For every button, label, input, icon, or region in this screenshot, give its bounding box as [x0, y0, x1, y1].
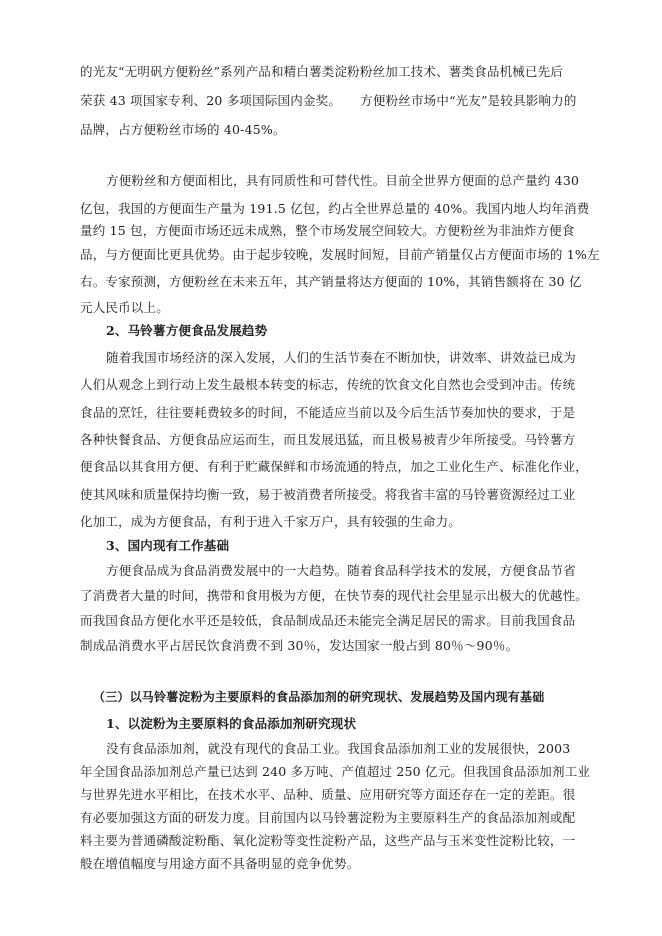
- text-line: 的光友“无明矾方便粉丝”系列产品和精白薯类淀粉粉丝加工技术、薯类食品机械已先后: [80, 64, 564, 79]
- text-line: 料主要为普通磷酸淀粉酯、氧化淀粉等变性淀粉产品，这些产品与玉米变性淀粉比较，一: [80, 833, 576, 848]
- text-line: 荣获 43 项国家专利、20 多项国际国内金奖。 方便粉丝市场中“光友”是较具影响力的: [80, 93, 577, 108]
- text-line: 制成品消费水平占居民饮食消费不到 30％，发达国家一般占到 80％～90％。: [80, 638, 519, 653]
- chapter-heading: （三）以马铃薯淀粉为主要原料的食品添加剂的研究现状、发展趋势及国内现有基础: [93, 690, 545, 704]
- text-line: 品，与方便面比更具优势。由于起步较晚，发展时间短，目前产销量仅占方便面市场的 1%左: [80, 247, 600, 262]
- text-line: 品牌，占方便粉丝市场的 40-45%。: [80, 122, 286, 137]
- text-line: 右。专家预测，方便粉丝在未来五年，其产销量将达方便面的 10%，其销售额将在 30 亿: [80, 274, 582, 289]
- text-line: 使其风味和质量保持均衡一致，易于被消费者所接受。将我省丰富的马铃薯资源经过工业: [80, 487, 576, 502]
- text-line: 方便食品成为食品消费发展中的一大趋势。随着食品科学技术的发展，方便食品节省: [106, 563, 576, 578]
- text-line: 便食品以其食用方便、有利于贮藏保鲜和市场流通的特点，加之工业化生产、标准化作业，: [80, 459, 589, 474]
- text-line: 量约 15 包，方便面市场还远未成熟，整个市场发展空间较大。方便粉丝为非油炸方便食: [80, 223, 575, 238]
- text-line: 般在增值幅度与用途方面不具备明显的竞争优势。: [80, 856, 360, 871]
- text-line: 亿包，我国的方便面生产量为 191.5 亿包，约占全世界总量的 40%。我国内地人均年消费: [80, 201, 590, 216]
- text-line: 食品的烹饪，往往要耗费较多的时间，不能适应当前以及今后生活节奏加快的要求，于是: [80, 405, 576, 420]
- text-line: 随着我国市场经济的深入发展，人们的生活节奏在不断加快，讲效率、讲效益已成为: [106, 350, 576, 365]
- text-line: 没有食品添加剂，就没有现代的食品工业。我国食品添加剂工业的发展很快，2003: [106, 741, 571, 756]
- section-heading: 1、以淀粉为主要原料的食品添加剂研究现状: [106, 716, 357, 731]
- text-line: 与世界先进水平相比，在技术水平、品种、质量、应用研究等方面还存在一定的差距。很: [80, 787, 576, 802]
- text-line: 化加工，成为方便食品，有利于进入千家万户，具有较强的生命力。: [80, 514, 462, 529]
- text-line: 人们从观念上到行动上发生最根本转变的标志，传统的饮食文化自然也会受到冲击。传统: [80, 377, 576, 392]
- text-line: 各种快餐食品、方便食品应运而生，而且发展迅猛，而且极易被青少年所接受。马铃薯方: [80, 432, 576, 447]
- section-heading: 3、国内现有工作基础: [106, 538, 230, 553]
- text-line: 有必要加强这方面的研发力度。目前国内以马铃薯淀粉为主要原料生产的食品添加剂或配: [80, 810, 576, 825]
- text-line: 了消费者大量的时间，携带和食用极为方便，在快节奏的现代社会里显示出极大的优越性。: [80, 588, 589, 603]
- text-line: 而我国食品方便化水平还是较低，食品制成品还未能完全满足居民的需求。目前我国食品: [80, 613, 576, 628]
- text-line: 元人民币以上。: [80, 300, 169, 315]
- text-line: 方便粉丝和方便面相比，具有同质性和可替代性。目前全世界方便面的总产量约 430: [106, 173, 580, 188]
- section-heading: 2、马铃薯方便食品发展趋势: [106, 323, 268, 338]
- text-line: 年全国食品添加剂总产量已达到 240 多万吨、产值超过 250 亿元。但我国食品添加剂工业: [80, 764, 591, 779]
